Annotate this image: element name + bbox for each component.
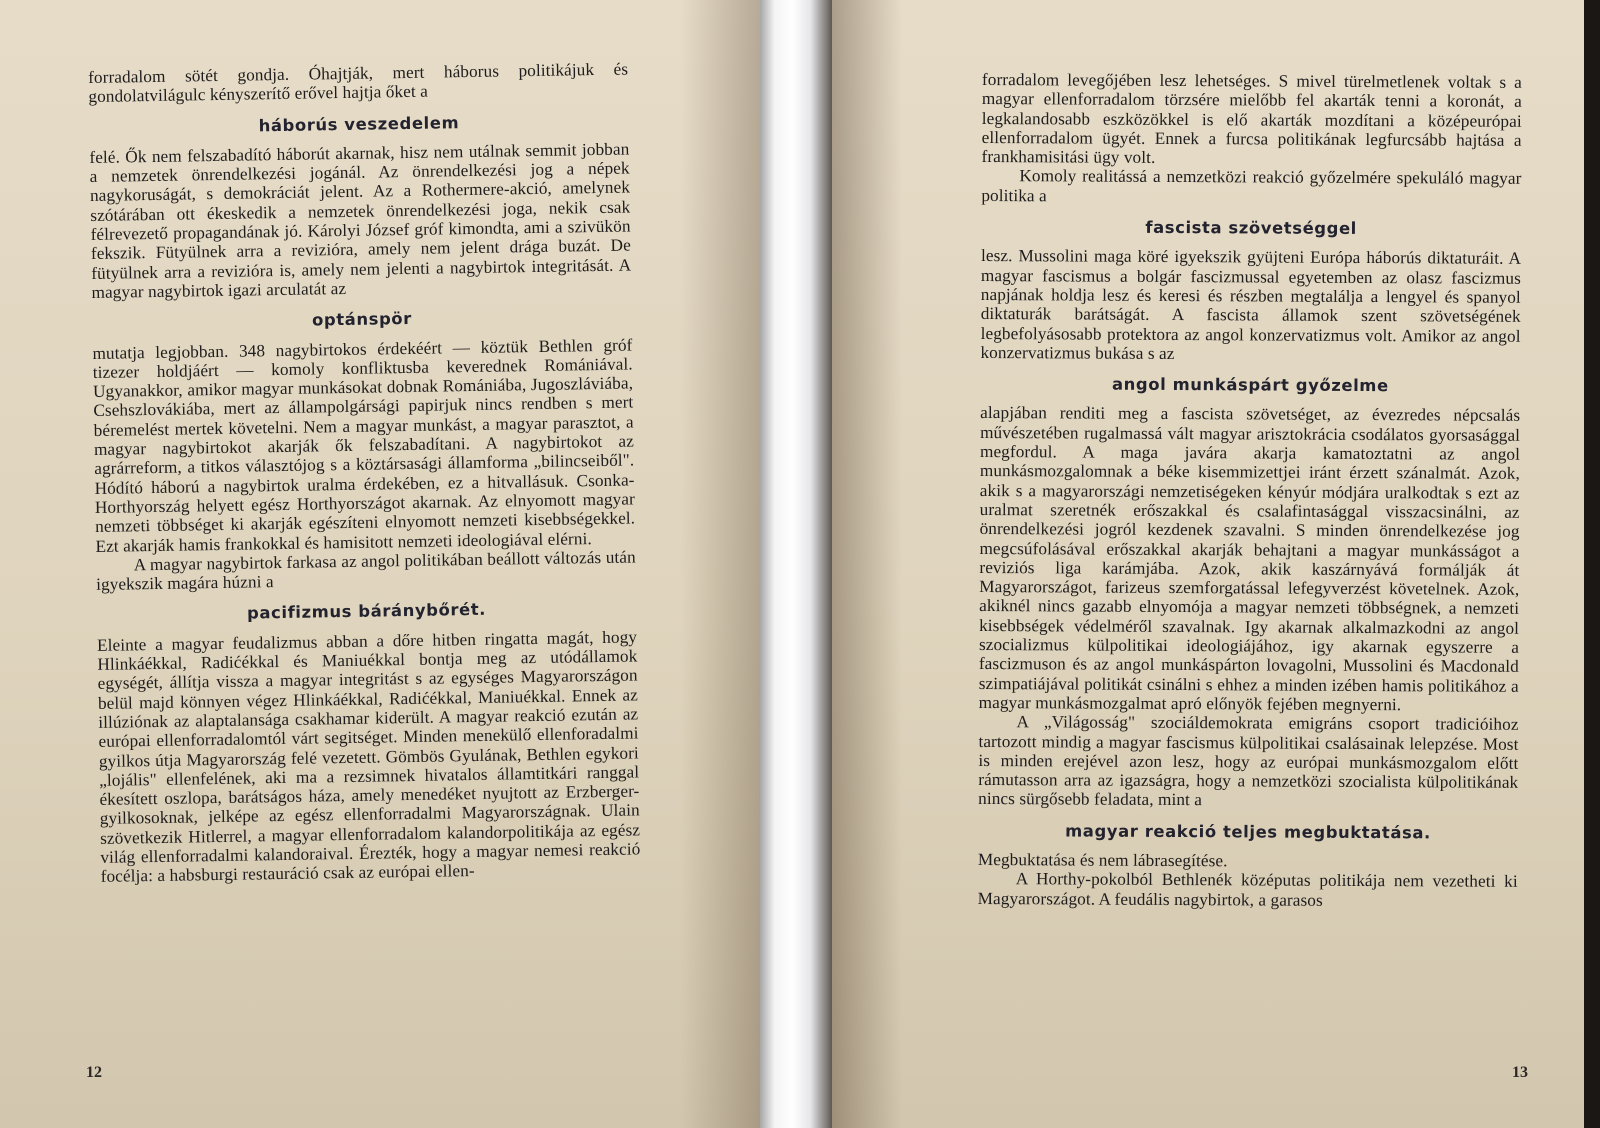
book-spine-gutter xyxy=(760,0,832,1128)
paragraph: A Horthy-pokolból Bethlenék középutas politikája nem vezetheti ki Magyarországot. A feudális nagybirtok, a garasos xyxy=(977,869,1518,910)
paragraph: A „Világosság" szociáldemokrata emigráns csoport tradicióihoz tartozott mindig a magyar fascismus külpolitikai csalásainak lelepzése. Most is minden erejével azon lesz, hogy az európai munkásmozgalom előtt rámutasson arra az igazságra, hogy a nemzetközi szocialista külpolitikának nincs sürgősebb feladata, mint a xyxy=(978,712,1519,810)
page-number: 13 xyxy=(1512,1064,1528,1081)
paragraph: Komoly realitássá a nemzetközi reakció győzelmére spekuláló magyar politika a xyxy=(981,166,1522,206)
paragraph: lesz. Mussolini maga köré igyekszik gyüjteni Európa háborús diktaturáit. A magyar fascismus a bolgár fascizmussal egyetemben az olasz fascizmus napjának holdja lesz és keresi és részben megtalálja a lengyel és spanyol diktaturák barátságát. A fascista államok szent szövetségének legbefolyásosabb protektora az angol konzervatizmus volt. Amikor az angol konzervatizmus bukása s az xyxy=(980,246,1522,363)
background-edge xyxy=(1584,0,1600,1128)
left-page xyxy=(0,0,760,1128)
paragraph: forradalom levegőjében lesz lehetséges. S mivel türelmetlenek voltak s a magyar ellenforradalom törzsére mielőbb fel akarták tenni a koronát, a legkalandosabb eszközökkel is elő akarták mozdítani a középeurópai ellenforradalom ügyét. Ennek a furcsa politikának legfurcsább hajtása a frankhamisitási ügy volt. xyxy=(981,70,1522,168)
section-heading: fascista szövetséggel xyxy=(1145,217,1357,239)
paragraph: mutatja legjobban. 348 nagybirtokos érdekéért — köztük Bethlen gróf tizezer holdjáért — komoly konfliktusba keverednek Romániával. Ugyanakkor, amikor magyar munkásokat dobnak Romániába, Jugoszláviába, Csehszlovákiába, mert az állampolgársági papirjuk nincs rendben s mert béremelést mertek követelni. Nem a magyar munkást, a magyar parasztot, a magyar nagybirtokot akarják ők felszabadítani. A nagybirtokot az agrárreform, a titkos választójog s a köztársasági államforma „bilincseiből". Hódító háború a nagybirtok uralma érdekében, ez a hitvallásuk. Csonka-Horthyország helyett egész Horthyországot akarnak. Az elnyomott magyar nemzeti többséget ki akarják egészíteni elnyomott nemzeti kisebbségekkel. Ezt akarják hamis frankokkal és hamisitott nemzeti ideologiával elérni. xyxy=(92,335,636,556)
paragraph: felé. Ők nem felszabadító háborút akarnak, hisz nem utálnak semmit jobban a nemzetek önrendelkezési jogánál. Az önrendelkezési jog a népek nagykoruságát, s demokráciát jelent. Az a Rothermere-akció, amelynek szótárában ott ékeskedik a nemzetek önrendelkezési joga, nekik csak félrevezető propagandának jó. Károlyi József gróf kimondta, ami a szivükön fekszik. Fütyülnek arra a revizióra, amely nem jelent drága buzát. De fütyülnek arra a revizióra is, amely nem jelenti a nagybirtok integritását. A magyar nagybirtok igazi arculatát az xyxy=(89,139,632,302)
section-heading: pacifizmus báránybőrét. xyxy=(246,600,487,623)
right-page xyxy=(832,0,1584,1128)
section-heading: angol munkáspárt győzelme xyxy=(1111,374,1389,396)
section-heading: optánspör xyxy=(311,309,413,330)
paragraph: A magyar nagybirtok farkasa az angol politikában beállott változás után igyekszik magára húzni a xyxy=(95,547,636,595)
right-text-column xyxy=(978,70,1522,911)
page-shadow xyxy=(680,0,760,1128)
section-heading: magyar reakció teljes megbuktatása. xyxy=(1065,821,1431,843)
paragraph: alapjában renditi meg a fascista szövetséget, az évezredes népcsalás művészetében rugalmassá vált magyar arisztokrácia csodálatos gyorsasággal megfordul. A maga javára akarja kamatoztatni az angol munkásmozgalomnak a béke kisemmizettjei iránt érzett szánalmát. Azok, akik s a magyarországi nemzetiségeken kényúr módjára uralkodtak s ezt az uralmat szeretnék erőszakkal és csalafintasággal visszacsinálni, az önrendelkezési jogról kezdenek szavalni. S minden önrendelkezése jog megcsúfolásával erőszakkal akarják behajtani a magyar munkásságot a reviziós liga karámjába. Azok, akik kaszárnyává formálják át Magyarországot, farizeus szemforgatással lefegyverzést követelnek. Azok, akiknél nincs gazabb elnyomója a magyar nemzeti többségnek, a nemzeti kisebbségek védelméről szavalnak. Igy akarnak alkalmazkodni az angol szocializmus külpolitikai ideologiájához, igy akarnak egyszerre a fascizmuson és az angol munkáspárton lovagolni, Mussolini és Macdonald szimpatiájával politikát csinálni s ehhez a minden izében hamis politikához a magyar munkásmozgalmat apró előnyök fejében megnyerni. xyxy=(978,403,1521,715)
paragraph: forradalom sötét gondja. Óhajtják, mert háborus politikájuk és gondolatvilágulc kényszerítő erővel hajtja őket a xyxy=(88,59,629,107)
paragraph: Megbuktatása és nem lábrasegítése. xyxy=(977,849,1228,871)
left-text-column xyxy=(88,60,641,887)
page-number: 12 xyxy=(86,1064,102,1081)
paragraph: Eleinte a magyar feudalizmus abban a dőre hitben ringatta magát, hogy Hlinkáékkal, Radićékkal és Maniuékkal bontja meg az utódállamok egységét, állítja vissza a magyar integritást s az egységes Magyarországon belül majd könnyen végez Hlinkáékkal, Radićékkal, Maniuékkal. Ennek az illúziónak az alaptalansága csakhamar kiderült. A magyar reakció ezután az európai ellenforradalomtól várt segitséget. Minden menekülő ellenforadalmi gyilkos útja Magyarország felé vezetett. Gömbös Gyulának, Bethlen egykori „lojális" ellenfelének, aki ma a rezsimnek hivatalos államtitkári ranggal ékesített oszlopa, barátságos háza, amely menedéket nyujtott az Erzberger-gyilkosoknak, jelképe az egész ellenforradalmi Magyarországnak. Ulain szövetkezik Hitlerrel, a magyar ellenforradalom kalandorpolitikája az egész világ ellenforradalmi kalandoraival. Érezték, hogy a magyar nemesi reakció focélja: a habsburgi restauráció csak az európai ellen- xyxy=(96,627,641,887)
section-heading: háborús veszedelem xyxy=(258,112,460,135)
page-shadow xyxy=(832,0,902,1128)
